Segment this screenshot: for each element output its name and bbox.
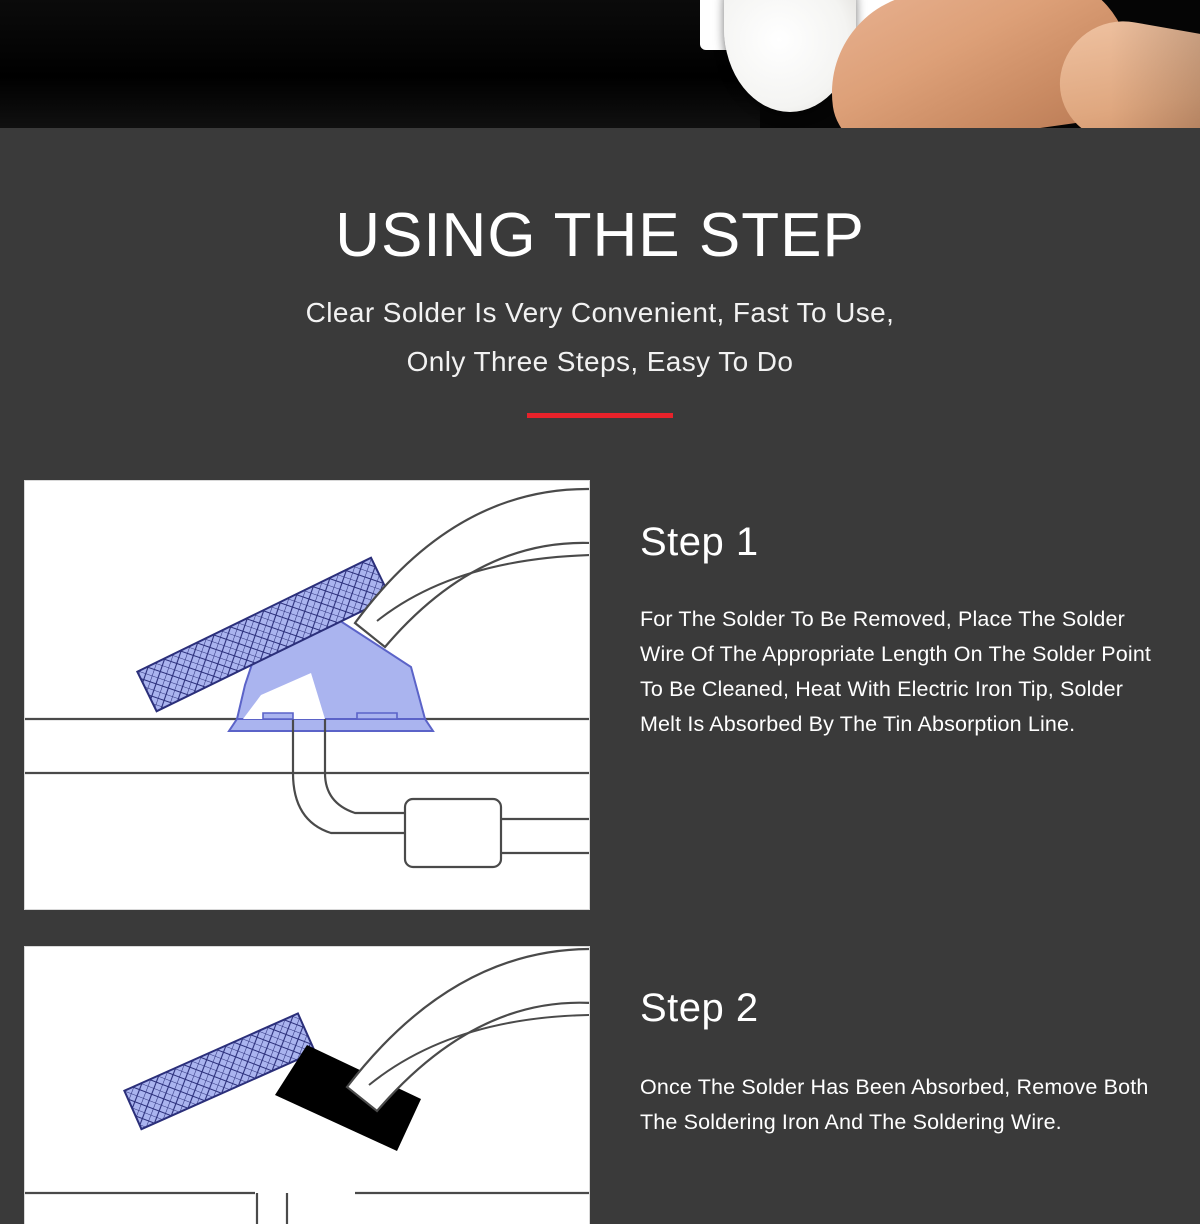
page-subtitle-line-2: Only Three Steps, Easy To Do (406, 346, 794, 378)
product-photo-strip (0, 0, 1200, 128)
heading-block (0, 128, 1200, 418)
step-1-diagram (25, 481, 590, 910)
step-2-text (640, 946, 1170, 1140)
photo-edge-fade (1110, 0, 1200, 128)
step-2-label: Step 2 (640, 986, 759, 1030)
step-1-text (640, 480, 1170, 742)
page-title: USING THE STEP (335, 201, 865, 270)
step-1-body: For The Solder To Be Removed, Place The Solder Wire Of The Appropriate Length On The Solder Point To Be Cleaned, Heat With Electric Iron Tip, Solder Melt Is Absorbed By The Tin Absorption Line. (640, 607, 1152, 737)
step-2-diagram (25, 947, 590, 1224)
step-1-label: Step 1 (640, 520, 759, 564)
photo-dark-background (0, 0, 760, 128)
step-1-illustration (24, 480, 590, 910)
step-2-body: Once The Solder Has Been Absorbed, Remove Both The Soldering Iron And The Soldering Wire. (640, 1075, 1149, 1135)
step-2-illustration (24, 946, 590, 1224)
accent-divider (527, 413, 673, 418)
page-subtitle-line-1: Clear Solder Is Very Convenient, Fast To Use, (305, 296, 895, 328)
